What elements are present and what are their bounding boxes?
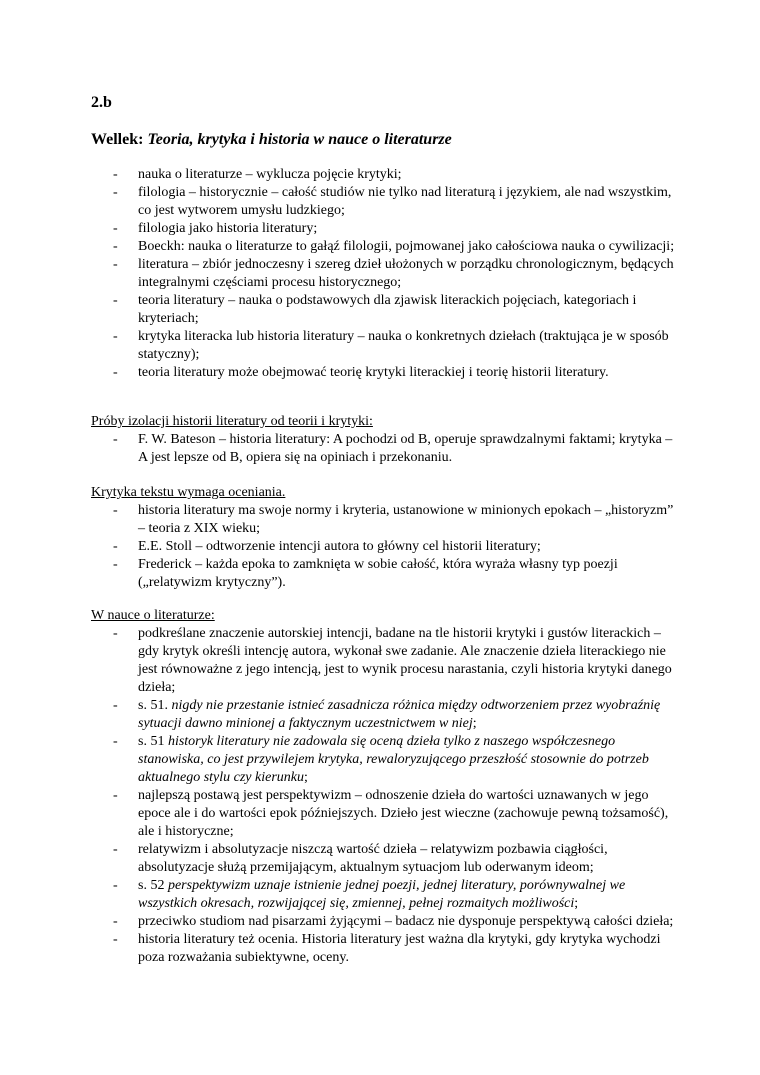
list-item <box>91 697 676 733</box>
list-item: - teoria literatury może obejmować teorię krytyki literackiej i teorię historii literatury. <box>91 364 676 382</box>
punctuation: ; <box>304 770 308 785</box>
science-list <box>91 625 676 967</box>
page-reference: s. 52 <box>138 878 165 893</box>
list-item: - historia literatury też ocenia. Historia literatury jest ważna dla krytyki, gdy krytyka wychodzi poza rozważania subiektywne, oceny. <box>91 931 676 967</box>
list-item <box>91 733 676 787</box>
isolation-section <box>91 413 676 467</box>
page-reference: s. 51. <box>138 698 168 713</box>
science-section <box>91 607 676 967</box>
intro-list <box>91 166 676 382</box>
criticism-list <box>91 502 676 592</box>
quotation: perspektywizm uznaje istnienie jednej poezji, jednej literatury, porównywalnej we wszystkich okresach, rozwijającej się, zmiennej, pełnej rozmaitych możliwości <box>138 878 626 911</box>
section-title: Krytyka tekstu wymaga oceniania. <box>91 485 286 500</box>
list-item: - historia literatury ma swoje normy i kryteria, ustanowione w minionych epokach – „historyzm” – teoria z XIX wieku; <box>91 502 676 538</box>
section-title: Próby izolacji historii literatury od teorii i krytyki: <box>91 414 373 429</box>
punctuation: ; <box>574 896 579 911</box>
list-item: - najlepszą postawą jest perspektywizm – odnoszenie dzieła do wartości uznawanych w jego epoce ale i do wartości epok późniejszych. Dzieło jest wieczne (zachowuje pewną tożsamość), ale i historyczne; <box>91 787 676 841</box>
title-work: Teoria, krytyka i historia w nauce o literaturze <box>147 131 452 148</box>
section-number: 2.b <box>91 94 112 111</box>
list-item: - E.E. Stoll – odtworzenie intencji autora to główny cel historii literatury; <box>91 538 676 556</box>
list-item: - Frederick – każda epoka to zamknięta w sobie całość, która wyraża własny typ poezji („relatywizm krytyczny”). <box>91 556 676 592</box>
quotation: nigdy nie przestanie istnieć zasadnicza różnica między odtworzeniem przez wyobraźnię sytuacji dawno minionej a faktycznym uczestnictwem w niej <box>138 698 661 731</box>
title-author: Wellek: <box>91 131 144 148</box>
list-item: - filologia – historycznie – całość studiów nie tylko nad literaturą i językiem, ale nad wszystkim, co jest wytworem umysłu ludzkiego; <box>91 184 676 220</box>
quotation: historyk literatury nie zadowala się oceną dzieła tylko z naszego współczesnego stanowiska, co jest przywilejem krytyka, rewaloryzującego przeszłość stosownie do potrzeb aktualnego stylu czy kierunku <box>138 734 649 785</box>
criticism-section <box>91 484 676 592</box>
section-title: W nauce o literaturze: <box>91 608 215 623</box>
list-item <box>91 877 676 913</box>
list-item: - nauka o literaturze – wyklucza pojęcie krytyki; <box>91 166 676 184</box>
list-item: - Boeckh: nauka o literaturze to gałąź filologii, pojmowanej jako całościowa nauka o cywilizacji; <box>91 238 676 256</box>
document-title <box>91 130 452 150</box>
list-item: - literatura – zbiór jednoczesny i szereg dzieł ułożonych w porządku chronologicznym, będących integralnymi częściami procesu historycznego; <box>91 256 676 292</box>
list-item: - F. W. Bateson – historia literatury: A pochodzi od B, operuje sprawdzalnymi faktami; krytyka – A jest lepsze od B, opiera się na opiniach i przekonaniu. <box>91 431 676 467</box>
list-item: - krytyka literacka lub historia literatury – nauka o konkretnych dziełach (traktująca je w sposób statyczny); <box>91 328 676 364</box>
intro-list-section <box>91 166 676 382</box>
list-item: - teoria literatury – nauka o podstawowych dla zjawisk literackich pojęciach, kategoriach i kryteriach; <box>91 292 676 328</box>
list-item: - przeciwko studiom nad pisarzami żyjącymi – badacz nie dysponuje perspektywą całości dzieła; <box>91 913 676 931</box>
list-item: - filologia jako historia literatury; <box>91 220 676 238</box>
list-item: - relatywizm i absolutyzacje niszczą wartość dzieła – relatywizm pozbawia ciągłości, absolutyzacje służą przemijającym, aktualnym sytuacjom lub oderwanym ideom; <box>91 841 676 877</box>
punctuation: ; <box>472 716 477 731</box>
isolation-list <box>91 431 676 467</box>
page-reference: s. 51 <box>138 734 165 749</box>
list-item: - podkreślane znaczenie autorskiej intencji, badane na tle historii krytyki i gustów literackich – gdy krytyk określi intencję autora, wykonał swe zadanie. Ale znaczenie dzieła literackiego nie jest równoważne z jego intencją, jest to wynik procesu narastania, czyli historia krytyki danego dzieła; <box>91 625 676 697</box>
